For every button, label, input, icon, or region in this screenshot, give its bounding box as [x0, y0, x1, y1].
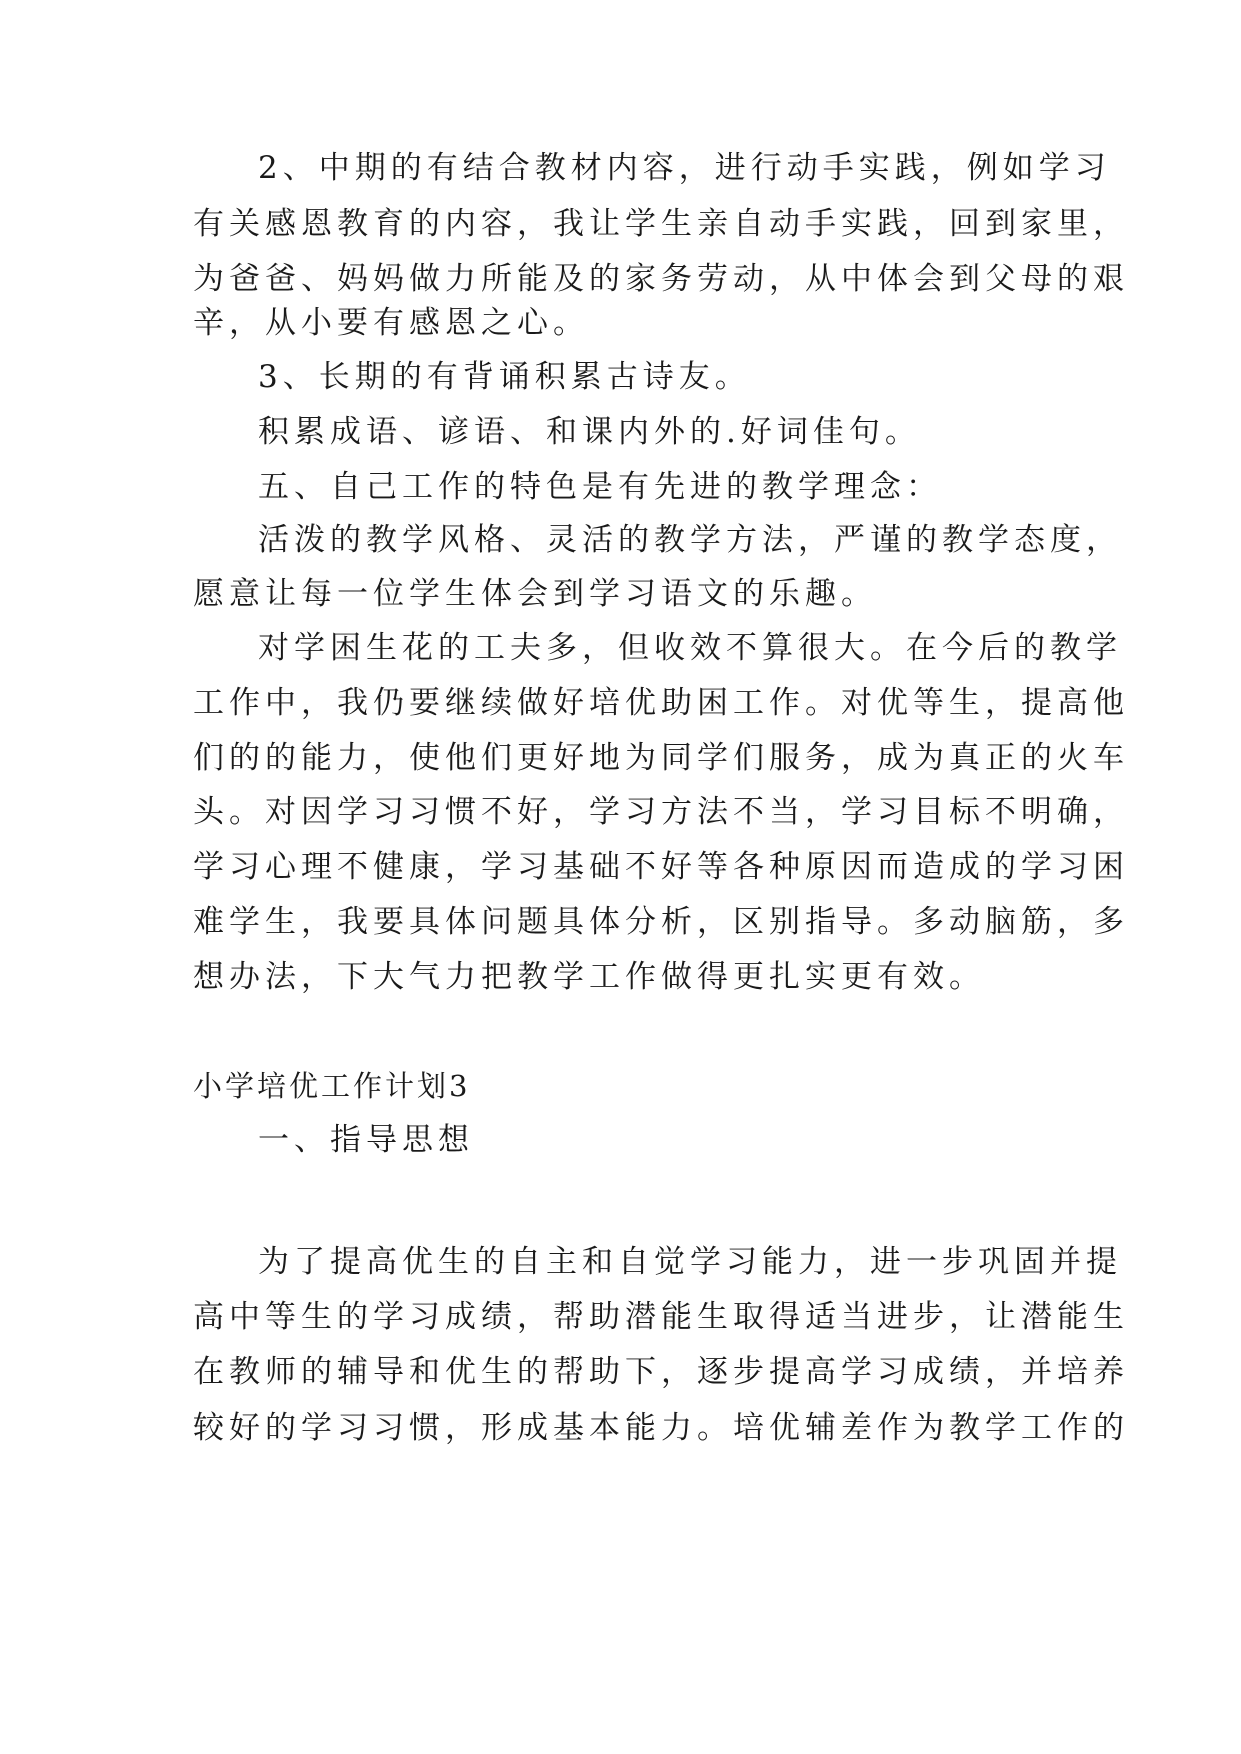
paragraph-line: 头。对因学习习惯不好，学习方法不当，学习目标不明确， [193, 794, 1129, 830]
paragraph-line: 想办法，下大气力把教学工作做得更扎实更有效。 [193, 959, 985, 995]
paragraph-line: 们的的能力，使他们更好地为同学们服务，成为真正的火车 [193, 740, 1129, 776]
paragraph-line: 学习心理不健康，学习基础不好等各种原因而造成的学习困 [193, 849, 1129, 885]
document-title: 小学培优工作计划3 [193, 1069, 471, 1103]
paragraph-line: 高中等生的学习成绩，帮助潜能生取得适当进步，让潜能生 [193, 1299, 1129, 1335]
paragraph-line: 难学生，我要具体问题具体分析，区别指导。多动脑筋，多 [193, 904, 1129, 940]
paragraph-line: 2、中期的有结合教材内容，进行动手实践，例如学习 [258, 150, 1111, 186]
paragraph-line: 对学困生花的工夫多，但收效不算很大。在今后的教学 [258, 630, 1122, 666]
section-heading: 一、指导思想 [258, 1122, 474, 1158]
section-heading-line: 五、自己工作的特色是有先进的教学理念： [258, 469, 942, 505]
paragraph-line: 辛，从小要有感恩之心。 [193, 305, 589, 341]
paragraph-line: 在教师的辅导和优生的帮助下，逐步提高学习成绩，并培养 [193, 1354, 1129, 1390]
paragraph-line: 3、长期的有背诵积累古诗友。 [258, 359, 751, 395]
paragraph-line: 愿意让每一位学生体会到学习语文的乐趣。 [193, 576, 877, 612]
paragraph-line: 积累成语、谚语、和课内外的.好词佳句。 [258, 414, 921, 450]
paragraph-line: 为爸爸、妈妈做力所能及的家务劳动，从中体会到父母的艰 [193, 261, 1129, 297]
paragraph-line: 活泼的教学风格、灵活的教学方法，严谨的教学态度， [258, 522, 1122, 558]
paragraph-line: 为了提高优生的自主和自觉学习能力，进一步巩固并提 [258, 1244, 1122, 1280]
paragraph-line: 工作中，我仍要继续做好培优助困工作。对优等生，提高他 [193, 685, 1129, 721]
paragraph-line: 有关感恩教育的内容，我让学生亲自动手实践，回到家里， [193, 206, 1129, 242]
paragraph-line: 较好的学习习惯，形成基本能力。培优辅差作为教学工作的 [193, 1410, 1129, 1446]
